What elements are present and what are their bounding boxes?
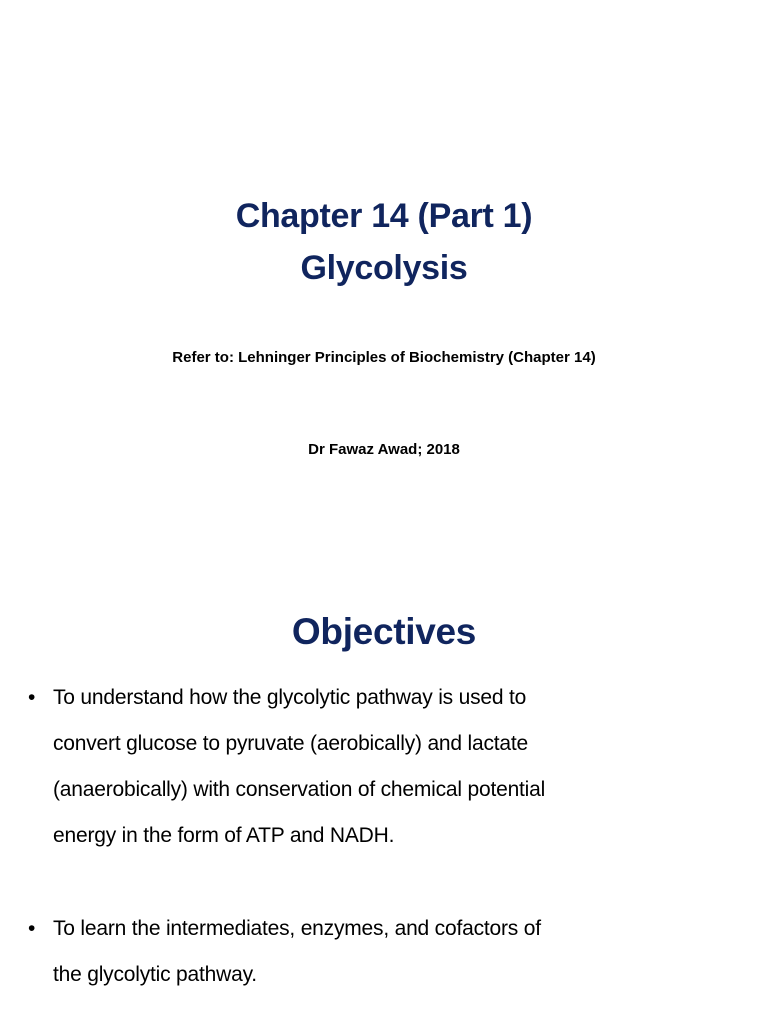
objectives-heading: Objectives bbox=[291, 611, 477, 652]
bullet-text-line: To learn the intermediates, enzymes, and cofactors of bbox=[53, 917, 541, 940]
bullet-text-line: convert glucose to pyruvate (aerobically) and lactate bbox=[53, 732, 528, 755]
bullet-marker: • bbox=[28, 686, 36, 709]
reference-text: Refer to: Lehninger Principles of Biochemistry (Chapter 14) bbox=[172, 349, 596, 366]
objectives-slide bbox=[0, 512, 768, 1024]
bullet-text-line: energy in the form of ATP and NADH. bbox=[53, 824, 395, 847]
bullet-text-line: To understand how the glycolytic pathway is used to bbox=[53, 686, 527, 709]
chapter-title: Chapter 14 (Part 1) bbox=[235, 197, 533, 235]
bullet-marker: • bbox=[28, 917, 36, 940]
bullet-text-line: (anaerobically) with conservation of chemical potential bbox=[53, 778, 546, 801]
chapter-subtitle: Glycolysis bbox=[300, 249, 468, 287]
bullet-text-line: the glycolytic pathway. bbox=[53, 963, 257, 986]
author-text: Dr Fawaz Awad; 2018 bbox=[308, 441, 460, 458]
